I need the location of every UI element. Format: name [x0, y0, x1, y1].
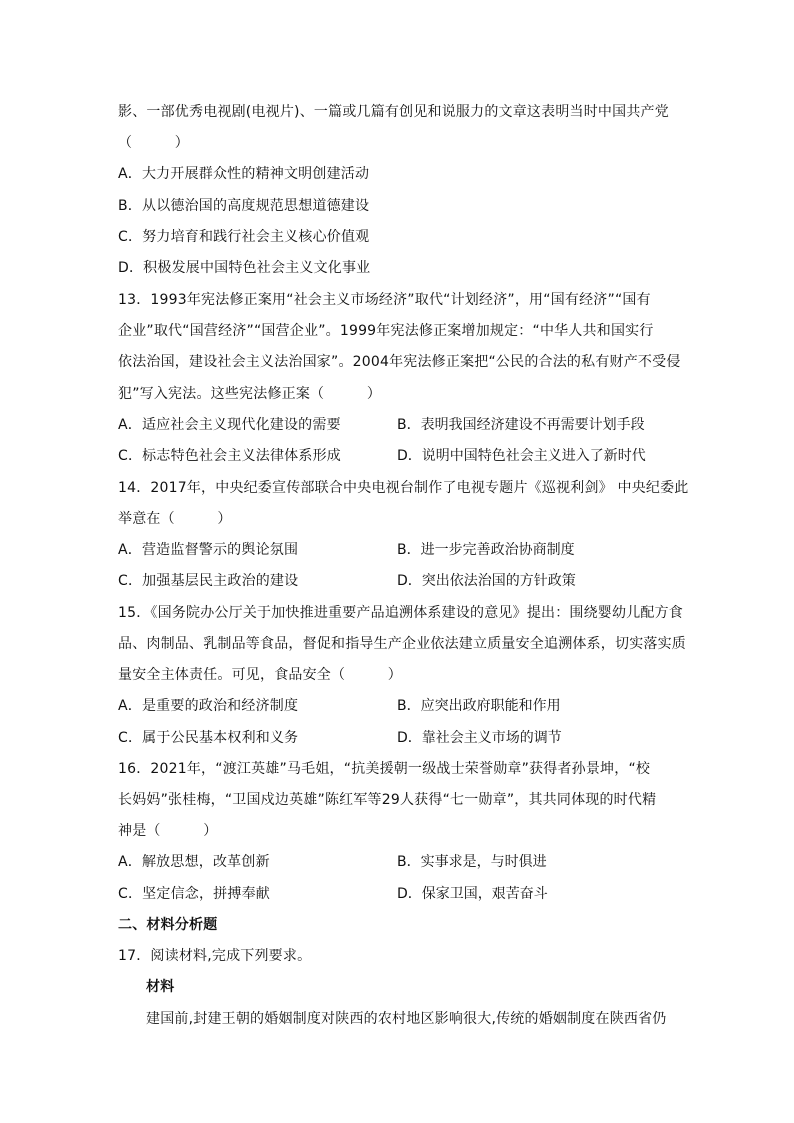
material-text-line-1: 建国前,封建王朝的婚姻制度对陕西的农村地区影响很大,传统的婚姻制度在陕西省仍: [146, 1011, 667, 1027]
q17-stem: 17．阅读材料,完成下列要求。: [118, 948, 312, 964]
q14-option-d: D．突出依法治国的方针政策: [397, 573, 576, 589]
q16-stem-line-1: 16．2021年，“渡江英雄”马毛姐，“抗美援朝一级战士荣誉勋章”获得者孙景坤，“校: [118, 761, 651, 777]
q12-stem-line: 影、一部优秀电视剧(电视片)、一篇或几篇有创见和说服力的文章这表明当时中国共产党: [118, 104, 669, 120]
q13-option-d: D．说明中国特色社会主义进入了新时代: [397, 448, 646, 464]
material-label: 材料: [146, 979, 175, 995]
q14-option-b: B．进一步完善政治协商制度: [397, 542, 575, 558]
q12-answer-blank: （ ）: [118, 135, 189, 151]
q13-stem-line-1: 13．1993年宪法修正案用“社会主义市场经济”取代“计划经济”，用“国有经济”“国有: [118, 292, 651, 308]
q12-option-a: A．大力开展群众性的精神文明创建活动: [118, 166, 370, 182]
q16-stem-line-2: 长妈妈”张桂梅，“卫国戍边英雄”陈红军等29人获得“七一勋章”，其共同体现的时代精: [118, 792, 657, 808]
q15-stem-line-1: 15．《国务院办公厅关于加快推进重要产品追溯体系建设的意见》提出：围绕婴幼儿配方食: [118, 605, 684, 621]
q16-stem-line-3: 神是（ ）: [118, 823, 218, 839]
q15-option-d: D．靠社会主义市场的调节: [397, 730, 562, 746]
q13-stem-line-3: 依法治国，建设社会主义法治国家”。2004年宪法修正案把“公民的合法的私有财产不受侵: [118, 354, 681, 370]
q13-stem-line-4: 犯”写入宪法。这些宪法修正案（ ）: [118, 386, 382, 402]
q12-option-b: B．从以德治国的高度规范思想道德建设: [118, 198, 370, 214]
q16-option-a: A．解放思想，改革创新: [118, 854, 270, 870]
q14-option-c: C．加强基层民主政治的建设: [118, 573, 299, 589]
q13-stem-line-2: 企业”取代“国营经济”“国营企业”。1999年宪法修正案增加规定：“中华人共和国实行: [118, 323, 654, 339]
q12-option-c: C．努力培育和践行社会主义核心价值观: [118, 229, 370, 245]
q15-option-a: A．是重要的政治和经济制度: [118, 698, 299, 714]
q13-option-c: C．标志特色社会主义法律体系形成: [118, 448, 341, 464]
q16-option-c: C．坚定信念，拼搏奉献: [118, 886, 270, 902]
q15-option-b: B．应突出政府职能和作用: [397, 698, 561, 714]
q12-option-d: D．积极发展中国特色社会主义文化事业: [118, 260, 371, 276]
q16-option-b: B．实事求是，与时俱进: [397, 854, 547, 870]
q14-stem-line-1: 14．2017年，中央纪委宣传部联合中央电视台制作了电视专题片《巡视利剑》 中央纪委此: [118, 480, 689, 496]
q16-option-d: D．保家卫国，艰苦奋斗: [397, 886, 548, 902]
section-heading: 二、材料分析题: [118, 917, 218, 933]
q13-option-b: B．表明我国经济建设不再需要计划手段: [397, 417, 645, 433]
q14-stem-line-2: 举意在（ ）: [118, 511, 232, 527]
q14-option-a: A．营造监督警示的舆论氛围: [118, 542, 299, 558]
q15-stem-line-3: 量安全主体责任。可见，食品安全（ ）: [118, 667, 402, 683]
q15-option-c: C．属于公民基本权利和义务: [118, 730, 299, 746]
q13-option-a: A．适应社会主义现代化建设的需要: [118, 417, 341, 433]
q15-stem-line-2: 品、肉制品、乳制品等食品，督促和指导生产企业依法建立质量安全追溯体系，切实落实质: [118, 636, 686, 652]
